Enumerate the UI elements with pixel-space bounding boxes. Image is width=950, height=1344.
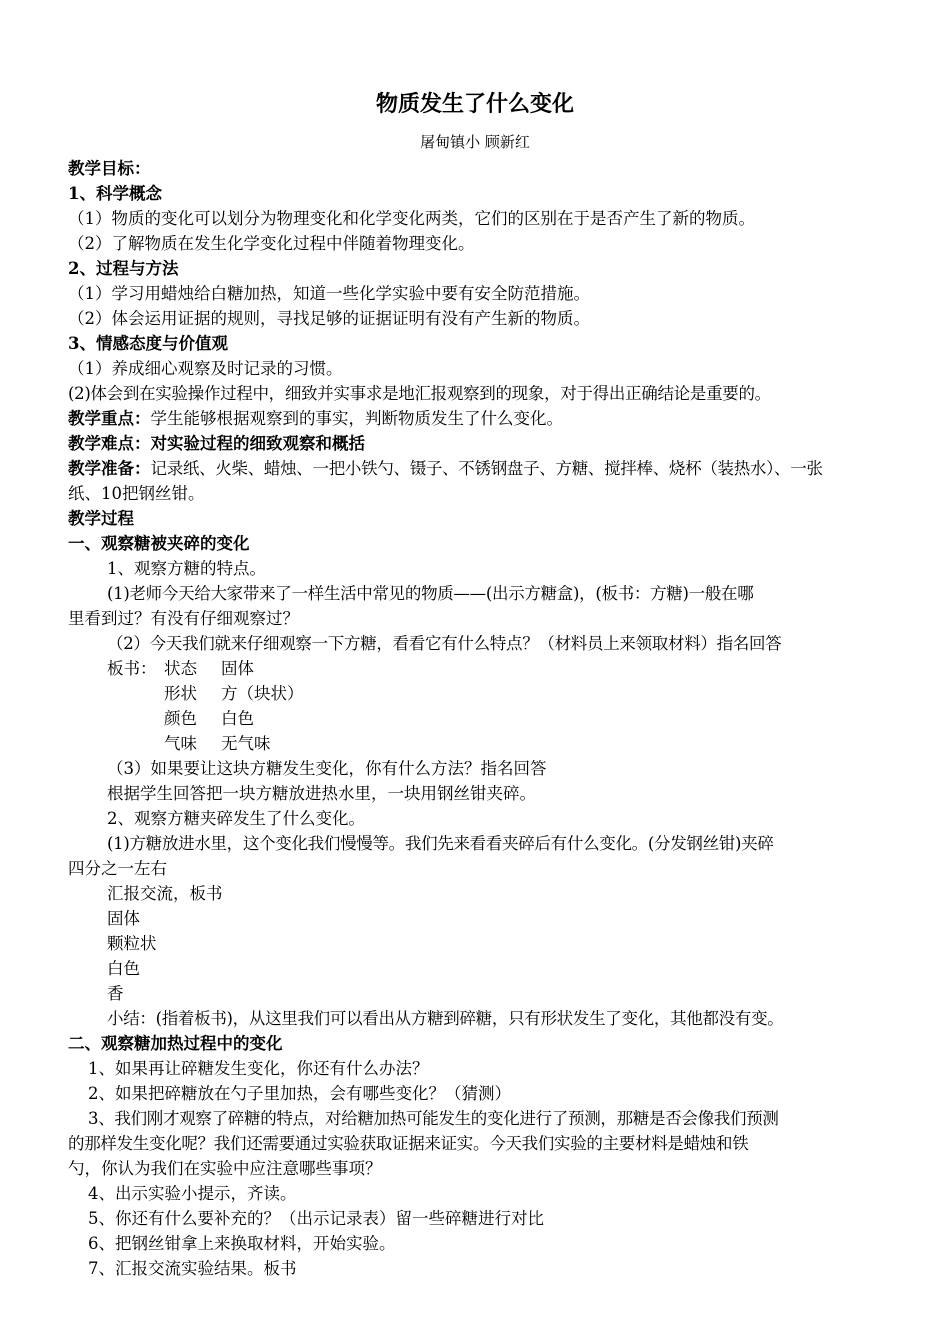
process-item-1: （1）学习用蜡烛给白糖加热，知道一些化学实验中要有安全防范措施。 xyxy=(68,284,590,303)
process-item-2: （2）体会运用证据的规则，寻找足够的证据证明有没有产生新的物质。 xyxy=(68,309,590,328)
board-key-color: 颜色 xyxy=(164,709,197,728)
part2-item-4: 4、出示实验小提示，齐读。 xyxy=(88,1184,297,1203)
attitude-item-1: （1）养成细心观察及时记录的习惯。 xyxy=(68,359,343,378)
key-point-label: 教学重点： xyxy=(68,409,151,428)
science-item-1: （1）物质的变化可以划分为物理变化和化学变化两类，它们的区别在于是否产生了新的物质。 xyxy=(68,209,755,228)
board-label: 板书： xyxy=(107,659,157,678)
science-item-2: （2）了解物质在发生化学变化过程中伴随着物理变化。 xyxy=(68,234,475,253)
report-line-1: 汇报交流，板书 xyxy=(107,884,223,903)
part2-item-7: 7、汇报交流实验结果。板书 xyxy=(88,1259,297,1278)
board-key-shape: 形状 xyxy=(164,684,197,703)
board-value-shape: 方（块状） xyxy=(221,684,304,703)
preparation-text-1: 记录纸、火柴、蜡烛、一把小铁勺、镊子、不锈钢盘子、方糖、搅拌棒、烧杯（装热水）、一张 xyxy=(150,459,823,478)
part2-item-3-line3: 勺，你认为我们在实验中应注意哪些事项？ xyxy=(68,1159,382,1178)
science-concept-heading: 1、科学概念 xyxy=(68,184,162,203)
part1-para2: （2）今天我们就来仔细观察一下方糖，看看它有什么特点？（材料员上来领取材料）指名回答 xyxy=(107,634,782,653)
board-key-state: 状态 xyxy=(164,659,197,678)
part1-step-1: 1、观察方糖的特点。 xyxy=(107,559,266,578)
part1-para1-line1: (1)老师今天给大家带来了一样生活中常见的物质——(出示方糖盒)，(板书：方糖)一般在哪 xyxy=(107,584,754,603)
objectives-heading: 教学目标： xyxy=(68,159,151,178)
attitude-item-2: (2)体会到在实验操作过程中，细致并实事求是地汇报观察到的现象，对于得出正确结论是重要的。 xyxy=(68,384,771,403)
difficulty-text: 对实验过程的细致观察和概括 xyxy=(150,434,365,453)
author-line: 屠甸镇小 顾新红 xyxy=(420,133,530,151)
part2-item-3-line1: 3、我们刚才观察了碎糖的特点，对给糖加热可能发生的变化进行了预测，那糖是否会像我们预测 xyxy=(88,1109,779,1128)
board-value-color: 白色 xyxy=(221,709,254,728)
board-key-smell: 气味 xyxy=(164,734,197,753)
part1-para3: （3）如果要让这块方糖发生变化，你有什么方法？指名回答 xyxy=(107,759,547,778)
part1-para1-line2: 里看到过？有没有仔细观察过？ xyxy=(68,609,299,628)
part1-para4-line1: (1)方糖放进水里，这个变化我们慢慢等。我们先来看看夹碎后有什么变化。(分发钢丝钳)夹碎 xyxy=(107,834,774,853)
process-method-heading: 2、过程与方法 xyxy=(68,259,179,278)
teaching-process-heading: 教学过程 xyxy=(68,509,134,528)
key-point-line xyxy=(68,406,563,431)
difficulty-label: 教学难点： xyxy=(68,434,151,453)
difficulty-line xyxy=(68,431,365,456)
attitude-heading: 3、情感态度与价值观 xyxy=(68,334,228,353)
part1-heading: 一、观察糖被夹碎的变化 xyxy=(68,534,250,553)
preparation-line-1 xyxy=(68,456,823,481)
part1-para4-line2: 四分之一左右 xyxy=(68,859,167,878)
part2-item-2: 2、如果把碎糖放在勺子里加热，会有哪些变化？（猜测） xyxy=(88,1084,511,1103)
report-line-5: 香 xyxy=(107,984,124,1003)
report-line-2: 固体 xyxy=(107,909,140,928)
board-value-state: 固体 xyxy=(221,659,254,678)
part2-item-1: 1、如果再让碎糖发生变化，你还有什么办法？ xyxy=(88,1059,429,1078)
report-line-4: 白色 xyxy=(107,959,140,978)
preparation-label: 教学准备： xyxy=(68,459,151,478)
report-line-3: 颗粒状 xyxy=(107,934,157,953)
part1-step-2: 2、观察方糖夹碎发生了什么变化。 xyxy=(107,809,365,828)
part2-item-6: 6、把钢丝钳拿上来换取材料，开始实验。 xyxy=(88,1234,396,1253)
part1-para3b: 根据学生回答把一块方糖放进热水里，一块用钢丝钳夹碎。 xyxy=(107,784,536,803)
part1-summary: 小结：(指着板书)，从这里我们可以看出从方糖到碎糖，只有形状发生了变化，其他都没有变。 xyxy=(107,1009,784,1028)
key-point-text: 学生能够根据观察到的事实，判断物质发生了什么变化。 xyxy=(150,409,563,428)
preparation-line-2: 纸、10把钢丝钳。 xyxy=(68,484,205,503)
page-title: 物质发生了什么变化 xyxy=(375,91,574,117)
part2-item-3-line2: 的那样发生变化呢？我们还需要通过实验获取证据来证实。今天我们实验的主要材料是蜡烛和铁 xyxy=(68,1134,749,1153)
board-value-smell: 无气味 xyxy=(221,734,271,753)
part2-heading: 二、观察糖加热过程中的变化 xyxy=(68,1034,283,1053)
part2-item-5: 5、你还有什么要补充的？（出示记录表）留一些碎糖进行对比 xyxy=(88,1209,544,1228)
